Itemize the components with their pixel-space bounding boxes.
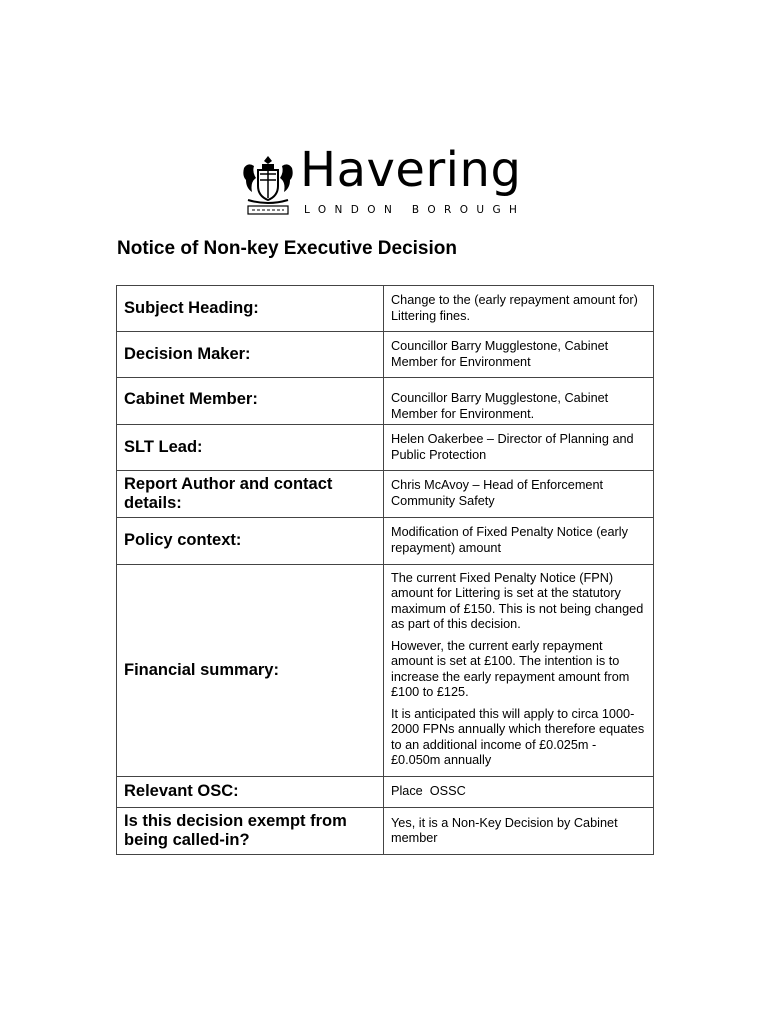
row-label: SLT Lead:	[117, 425, 384, 471]
row-value	[384, 471, 654, 518]
row-value	[384, 286, 654, 332]
value-text: Change to the (early repayment amount for) Littering fines.	[391, 293, 638, 323]
row-value	[384, 517, 654, 564]
value-text: Yes, it is a Non-Key Decision by Cabinet member	[391, 815, 618, 846]
table-row	[117, 807, 654, 854]
table-row	[117, 471, 654, 518]
row-label: Is this decision exempt from being called-in?	[117, 807, 384, 854]
decision-table	[116, 285, 654, 855]
row-label: Financial summary:	[117, 564, 384, 776]
row-label: Relevant OSC:	[117, 776, 384, 807]
table-row	[117, 378, 654, 425]
table-row	[117, 286, 654, 332]
logo-wordmark: Havering	[300, 142, 522, 198]
table-row	[117, 332, 654, 378]
row-label: Decision Maker:	[117, 332, 384, 378]
value-text: Helen Oakerbee – Director of Planning and Public Protection	[391, 432, 634, 462]
value-text: Councillor Barry Mugglestone, Cabinet Member for Environment.	[391, 391, 609, 421]
row-value	[384, 807, 654, 854]
row-label: Subject Heading:	[117, 286, 384, 332]
table-row	[117, 564, 654, 776]
value-text: Place OSSC	[391, 784, 466, 799]
value-text: Chris McAvoy – Head of Enforcement Community Safety	[391, 478, 604, 508]
coat-of-arms-icon	[240, 154, 296, 218]
value-paragraph: It is anticipated this will apply to circa 1000-2000 FPNs annually which therefore equates to an additional income of £0.025m - £0.050m annually	[391, 706, 645, 768]
row-label: Policy context:	[117, 517, 384, 564]
havering-logo	[240, 142, 530, 222]
value-text: Modification of Fixed Penalty Notice (early repayment) amount	[391, 525, 628, 555]
row-label: Report Author and contact details:	[117, 471, 384, 518]
row-value	[384, 425, 654, 471]
table-row	[117, 517, 654, 564]
row-value	[384, 332, 654, 378]
table-row	[117, 425, 654, 471]
value-paragraph: The current Fixed Penalty Notice (FPN) amount for Littering is set at the statutory maximum of £150. This is not being changed as part of this decision.	[391, 570, 644, 632]
row-value	[384, 378, 654, 425]
logo-subtitle: LONDON BOROUGH	[304, 204, 526, 216]
row-value	[384, 564, 654, 776]
document-title: Notice of Non-key Executive Decision	[117, 238, 457, 259]
row-value	[384, 776, 654, 807]
value-text: Councillor Barry Mugglestone, Cabinet Member for Environment	[391, 339, 609, 369]
row-label: Cabinet Member:	[117, 378, 384, 425]
table-row	[117, 776, 654, 807]
value-paragraph: However, the current early repayment amount is set at £100. The intention is to increase the early repayment amount from £100 to £125.	[391, 638, 630, 700]
